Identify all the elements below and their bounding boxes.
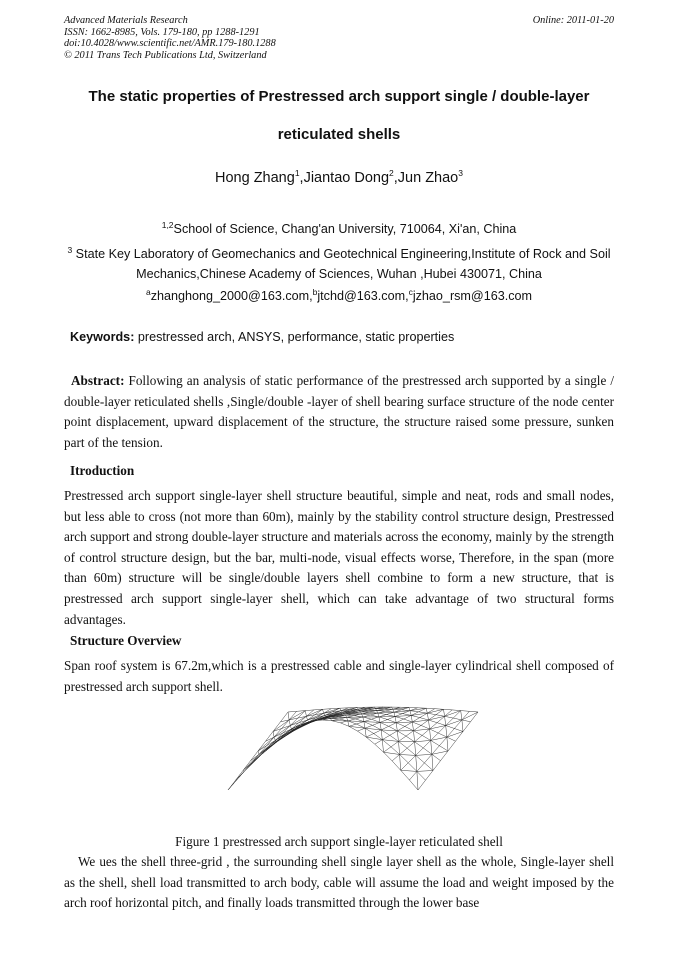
email-link[interactable]: jtchd@163.com, (317, 289, 409, 303)
doi-line: doi:10.4028/www.scientific.net/AMR.179-180.1288 (64, 38, 276, 50)
overview-heading: Structure Overview (70, 633, 182, 648)
email-superscript: c (408, 286, 413, 297)
author-superscript: 1 (294, 168, 300, 179)
affiliation-1 (50, 219, 628, 239)
affiliation-superscript: 3 (67, 244, 73, 255)
figure-caption: Figure 1 prestressed arch support single-layer reticulated shell (175, 834, 503, 849)
reticulated-shell-mesh (228, 707, 478, 790)
abstract-label: Abstract: (71, 373, 125, 388)
affiliation-text: Mechanics,Chinese Academy of Sciences, Wuhan ,Hubei 430071, China (136, 267, 542, 281)
journal-name: Advanced Materials Research (64, 15, 188, 26)
email-superscript: b (312, 286, 318, 297)
affiliation-superscript: 1,2 (161, 219, 174, 230)
email-line (50, 286, 628, 306)
abstract-paragraph (64, 371, 614, 453)
affiliation-text: School of Science, Chang'an University, 710064, Xi'an, China (173, 222, 517, 236)
journal-header (64, 15, 276, 61)
shell-structure-figure (210, 700, 490, 820)
online-date: Online: 2011-01-20 (532, 15, 614, 26)
body-paragraph: We ues the shell three-grid , the surrounding shell single layer shell as the whole, Single-layer shell as the shell, shell load transmitted to arch body, cable will assume the load and weight imposed by the arch roof horizontal pitch, and finally loads transmitted through the lower base (64, 854, 614, 911)
paper-title-line-2: reticulated shells (277, 126, 401, 143)
introduction-paragraph: Prestressed arch support single-layer shell structure beautiful, simple and neat, rods and small nodes, but less able to cross (not more than 60m), mainly by the stability control structure design, Prestressed arch support and strong double-layer structure and materials across the economy, mainly by the strength of control structure design, but the bar, multi-node, visual effects worse, Therefore, in the span (more than 60m) structure will be single/double layers shell combine to form a new structure, that is prestressed arch support single-layer shell, which can take advantage of two structural forms advantages. (64, 488, 614, 627)
email-link[interactable]: zhanghong_2000@163.com, (150, 289, 313, 303)
keywords-text: prestressed arch, ANSYS, performance, static properties (134, 330, 455, 344)
keywords-label: Keywords: (70, 330, 135, 344)
email-link[interactable]: jzhao_rsm@163.com (412, 289, 533, 303)
abstract-text: Following an analysis of static performance of the prestressed arch supported by a single / double-layer reticulated shells ,Single/double -layer of shell bearing surface structure of the node center point displacement, upward displacement of the structure, the structure raised some pressure, sunken part of the tension. (64, 373, 614, 450)
introduction-heading: Itroduction (70, 463, 135, 478)
author-name: ,Jun Zhao (393, 170, 459, 186)
issn-line: ISSN: 1662-8985, Vols. 179-180, pp 1288-1291 (64, 26, 260, 38)
keywords-line (70, 330, 454, 344)
author-list (40, 170, 638, 186)
copyright-line: © 2011 Trans Tech Publications Ltd, Switzerland (64, 49, 267, 61)
affiliation-text: State Key Laboratory of Geomechanics and Geotechnical Engineering,Institute of Rock and Soil (72, 247, 611, 261)
author-name: Hong Zhang (215, 170, 295, 186)
author-name: ,Jiantao Dong (299, 170, 390, 186)
email-superscript: a (145, 286, 151, 297)
author-superscript: 3 (458, 168, 463, 179)
overview-paragraph: Span roof system is 67.2m,which is a prestressed cable and single-layer cylindrical shell composed of prestressed arch support shell. (64, 658, 614, 694)
paper-title-line-1: The static properties of Prestressed arch support single / double-layer (88, 88, 590, 105)
author-superscript: 2 (389, 168, 394, 179)
affiliation-2 (50, 244, 628, 284)
